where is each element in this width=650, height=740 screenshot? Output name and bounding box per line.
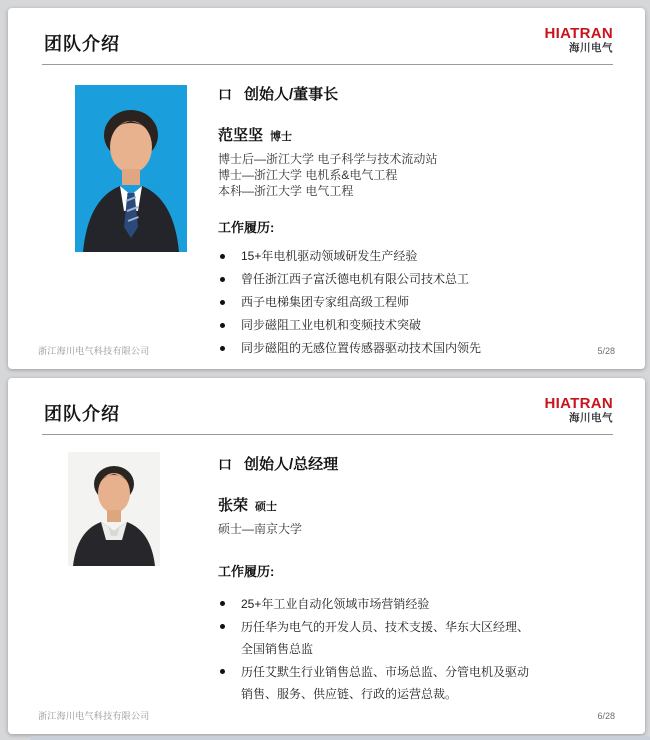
- page-number: 6/28: [597, 710, 615, 721]
- square-bullet-icon: 口: [218, 455, 232, 472]
- bullet-dot-icon: [220, 254, 225, 259]
- work-item: 同步磁阻工业电机和变频技术突破: [218, 318, 608, 333]
- logo-chinese-name: 海川电气: [569, 42, 613, 54]
- section-title: 创始人/董事长: [244, 86, 339, 103]
- page-number: 5/28: [597, 345, 615, 356]
- bullet-dot-icon: [220, 624, 225, 629]
- bullet-dot-icon: [220, 323, 225, 328]
- bullet-dot-icon: [220, 601, 225, 606]
- next-slide-peek-edge: [30, 736, 650, 740]
- section-heading: [218, 453, 605, 474]
- company-logo: [545, 396, 613, 424]
- portrait-illustration: [75, 85, 187, 252]
- slide-title: 团队介绍: [44, 404, 120, 424]
- logo-wordmark: HIATRAN: [544, 395, 613, 412]
- work-item: 同步磁阻的无感位置传感器驱动技术国内领先: [218, 341, 608, 356]
- slide-header: [42, 396, 613, 435]
- work-item: 西子电梯集团专家组高级工程师: [218, 295, 608, 310]
- work-item: 曾任浙江西子富沃德电机有限公司技术总工: [218, 272, 608, 287]
- name-row: [218, 494, 605, 515]
- footer-company: 浙江海川电气科技有限公司: [38, 346, 150, 356]
- slide-content: [218, 453, 605, 706]
- square-bullet-icon: 口: [218, 85, 232, 102]
- bullet-dot-icon: [220, 300, 225, 305]
- degree-label: 硕士: [255, 501, 278, 513]
- section-title: 创始人/总经理: [244, 456, 339, 473]
- slide-footer: [38, 344, 615, 357]
- education-list: [218, 151, 605, 199]
- company-logo: [545, 26, 613, 54]
- work-item: 15+年电机驱动领域研发生产经验: [218, 249, 608, 264]
- work-item: 历任艾默生行业销售总监、市场总监、分管电机及驱动销售、服务、供应链、行政的运营总裁。: [218, 661, 530, 705]
- portrait-illustration: [68, 452, 160, 566]
- logo-chinese-name: 海川电气: [569, 412, 613, 424]
- name-row: [218, 124, 605, 145]
- logo-wordmark: HIATRAN: [544, 25, 613, 42]
- slide-header: [42, 26, 613, 65]
- slide-content: [218, 83, 605, 364]
- slide-title: 团队介绍: [44, 34, 120, 54]
- work-item: 历任华为电气的开发人员、技术支援、华东大区经理、全国销售总监: [218, 616, 530, 660]
- person-name: 张荣: [218, 497, 249, 514]
- person-name: 范坚坚: [218, 127, 264, 144]
- slide-footer: [38, 709, 615, 722]
- slide-card-5[interactable]: [8, 8, 645, 369]
- education-list: [218, 521, 605, 537]
- portrait-photo-gm: [68, 452, 160, 566]
- degree-label: 博士: [270, 131, 293, 143]
- education-line: 硕士—南京大学: [218, 522, 303, 536]
- education-line: 本科—浙江大学 电气工程: [218, 184, 354, 198]
- work-item: 25+年工业自动化领域市场营销经验: [218, 593, 530, 615]
- portrait-photo-chairman: [75, 85, 187, 252]
- bullet-dot-icon: [220, 669, 225, 674]
- work-history-list: [218, 593, 605, 705]
- bullet-dot-icon: [220, 277, 225, 282]
- slide-card-6[interactable]: [8, 378, 645, 734]
- education-line: 博士—浙江大学 电机系&电气工程: [218, 168, 398, 182]
- work-history-heading: 工作履历:: [218, 220, 275, 235]
- footer-company: 浙江海川电气科技有限公司: [38, 711, 150, 721]
- work-history-list: [218, 249, 605, 356]
- section-heading: [218, 83, 605, 104]
- work-history-heading: 工作履历:: [218, 564, 275, 579]
- education-line: 博士后—浙江大学 电子科学与技术流动站: [218, 152, 438, 166]
